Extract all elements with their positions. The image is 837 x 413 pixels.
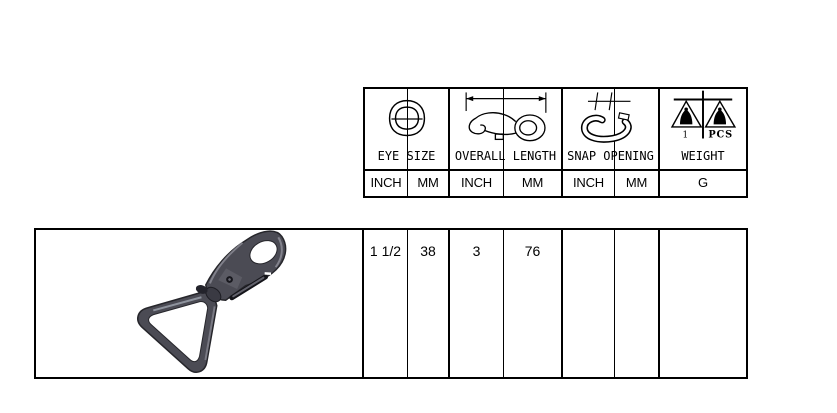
value-eye-mm: 38 <box>420 243 436 259</box>
overall-length-label: OVERALL LENGTH <box>454 148 557 163</box>
eye-size-label: EYE SIZE <box>377 148 436 163</box>
balance-scale-icon <box>665 88 741 150</box>
value-weight-g <box>660 241 746 261</box>
value-length-mm: 76 <box>524 243 541 259</box>
product-photo-cell <box>36 230 362 377</box>
unit-cell-snap-mm: MM <box>625 175 648 190</box>
unit-cell-snap-inch: INCH <box>573 175 604 190</box>
weight-icon-one-label: 1 <box>682 130 689 141</box>
weight-icon-pcs-label: PCS <box>708 129 734 141</box>
snap-opening-header-cell <box>563 93 658 145</box>
unit-cell-length-mm: MM <box>521 175 544 190</box>
value-snap-inch <box>563 241 614 261</box>
value-eye-inch: 1 1/2 <box>369 243 402 259</box>
product-photo <box>36 230 362 377</box>
unit-cell-eye-mm: MM <box>417 175 439 190</box>
overall-length-header-cell <box>450 93 561 145</box>
value-length-inch: 3 <box>472 243 481 259</box>
open-hook-icon <box>568 88 654 150</box>
snap-hook-dimension-icon <box>455 88 557 150</box>
unit-cell-weight-g: G <box>698 175 708 190</box>
eye-size-header-cell <box>365 93 448 145</box>
weight-header-cell <box>660 93 746 145</box>
unit-cell-eye-inch: INCH <box>370 175 402 190</box>
value-snap-mm <box>615 241 658 261</box>
unit-cell-length-inch: INCH <box>461 175 492 190</box>
spec-header-table <box>363 87 748 198</box>
d-ring-eye-icon <box>385 97 429 141</box>
snap-opening-label: SNAP OPENING <box>567 148 654 163</box>
weight-label: WEIGHT <box>681 148 725 163</box>
product-row-table <box>34 228 748 379</box>
